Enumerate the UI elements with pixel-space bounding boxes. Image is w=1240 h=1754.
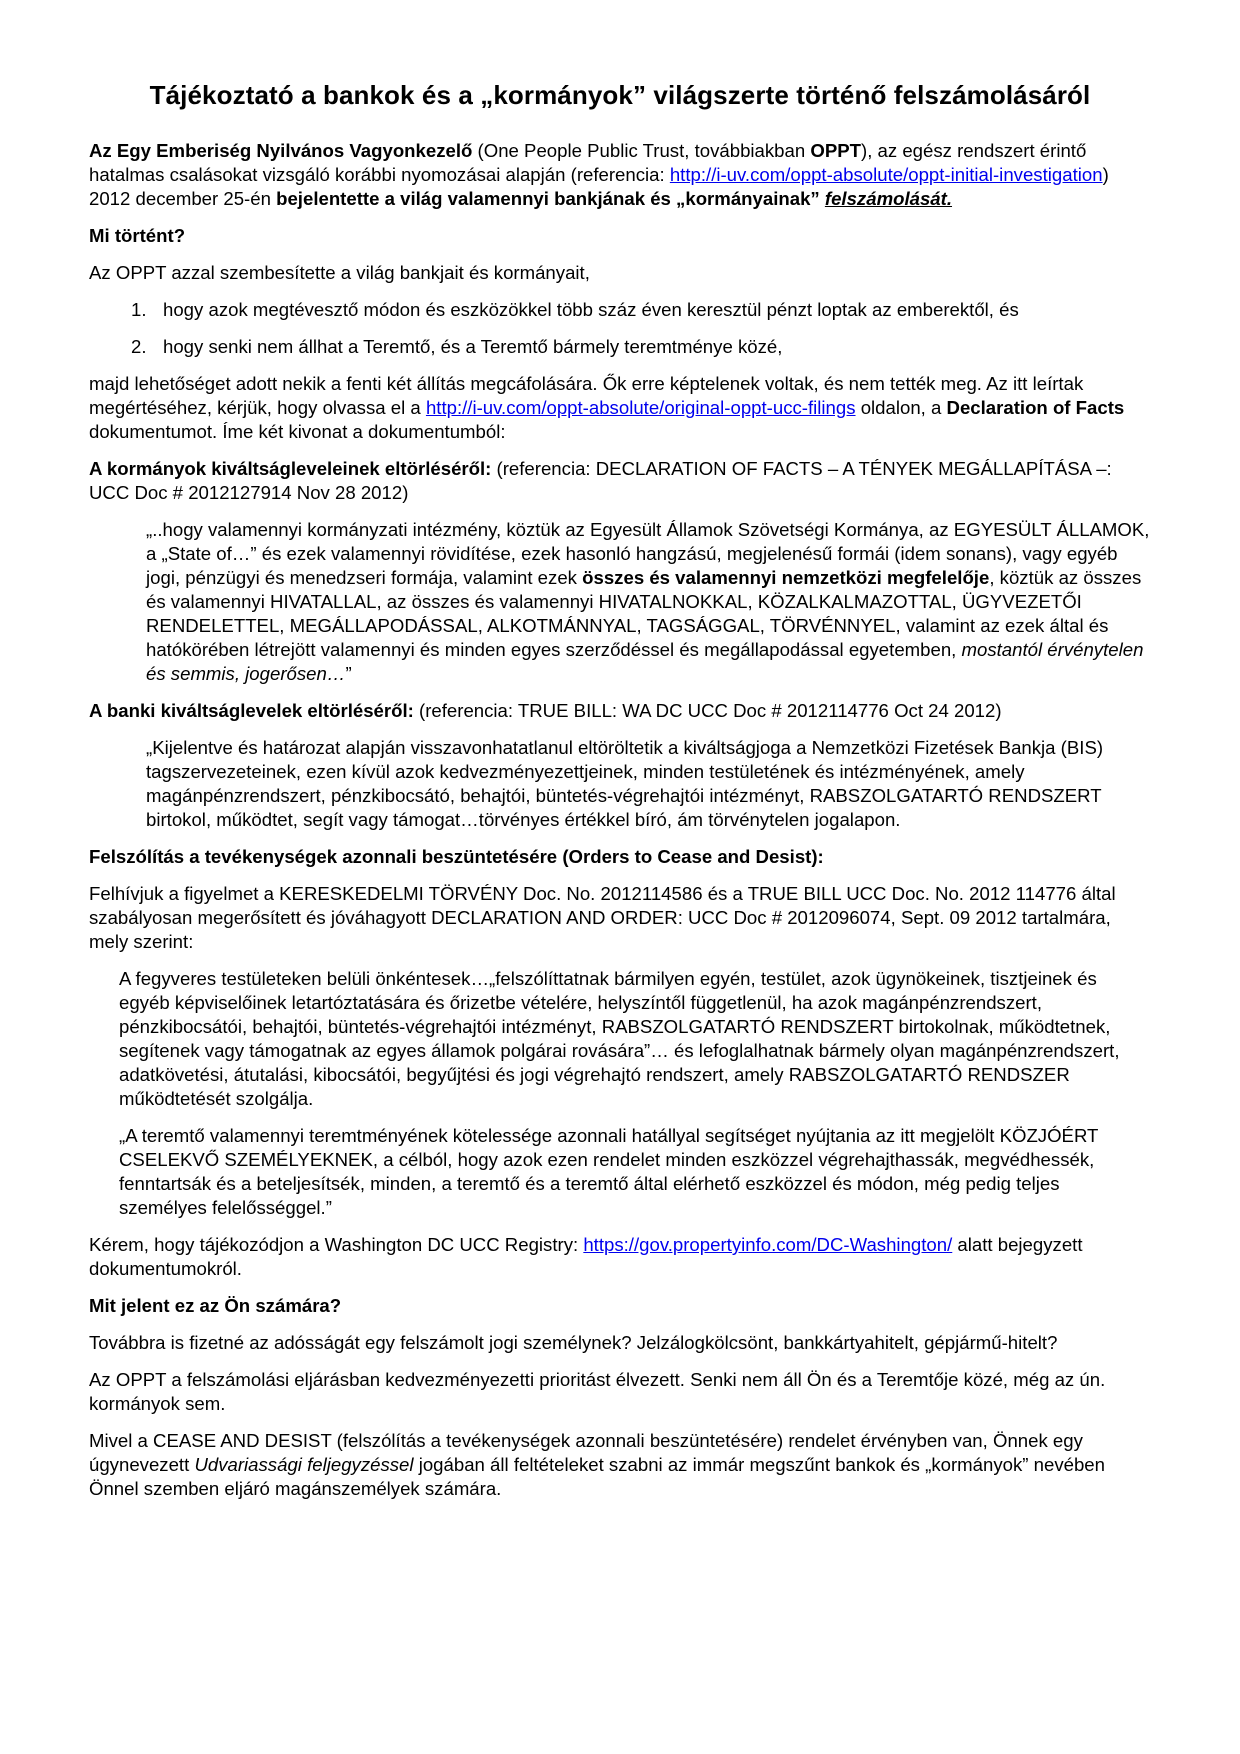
governments-heading: A kormányok kiváltságleveleinek eltörléséről: (referencia: DECLARATION OF FACTS – A TÉNYEK MEGÁLLAPÍTÁSA –: UCC Doc # 2012127914 Nov 28 2012) [89, 458, 1112, 503]
cease-desist-paragraph: Felhívjuk a figyelmet a KERESKEDELMI TÖRVÉNY Doc. No. 2012114586 és a TRUE BILL UCC Doc. No. 2012 114776 által szabályosan megerősített és jóváhagyott DECLARATION AND ORDER: UCC Doc # 2012096074, Sept. 09 2012 tartalmára, mely szerint: [89, 883, 1116, 952]
governments-quote: „..hogy valamennyi kormányzati intézmény, köztük az Egyesült Államok Szövetségi Kormánya, az EGYESÜLT ÁLLAMOK, a „State of…” és ezek valamennyi rövidítése, ezek hasonló hangzású, megjelenésű formái (idem sonans), vagy egyéb jogi, pénzügyi és menedzseri formája, valamint ezek összes és valamennyi nemzetközi megfelelője, köztük az összes és valamennyi HIVATALLAL, az összes és valamennyi HIVATALNOKKAL, KÖZALKALMAZOTTAL, ÜGYVEZETŐI RENDELETTEL, MEGÁLLAPODÁSSAL, ALKOTMÁNNYAL, TAGSÁGGAL, TÖRVÉNNYEL, valamint az ezek által és hatókörében létrejött valamennyi és minden egyes szerződéssel és megállapodással egyetemben, mostantól érvénytelen és semmis, jogerősen…” [146, 519, 1150, 684]
org-name: Az Egy Emberiség Nyilvános Vagyonkezelő [89, 140, 473, 161]
initial-investigation-link[interactable]: http://i-uv.com/oppt-absolute/oppt-initial-investigation [669, 164, 1103, 185]
meaning-paragraph-2: Az OPPT a felszámolási eljárásban kedvezményezetti prioritást élvezett. Senki nem áll Ön és a Teremtője közé, még az ún. kormányok sem. [89, 1369, 1106, 1414]
list-number: 2. [131, 336, 147, 357]
list-item: 1. hogy azok megtévesztő módon és eszközökkel több száz éven keresztül pénzt loptak az emberektől, és [131, 299, 1019, 320]
list-item: 2. hogy senki nem állhat a Teremtő, és a Teremtő bármely teremtménye közé, [131, 336, 783, 357]
declaration-paragraph: majd lehetőséget adott nekik a fenti két állítás megcáfolására. Ők erre képtelenek voltak, és nem tették meg. Az itt leírtak megértéséhez, kérjük, hogy olvassa el a http://i-uv.com/oppt-absolute/original-oppt-ucc-filings oldalon, a Declaration of Facts dokumentumot. Íme két kivonat a dokumentumból: [89, 373, 1125, 442]
liquidation-emphasis: felszámolását. [824, 188, 953, 209]
courtesy-notice: Udvariassági feljegyzéssel [194, 1454, 414, 1475]
registry-paragraph: Kérem, hogy tájékozódjon a Washington DC UCC Registry: https://gov.propertyinfo.com/DC-Washington/ alatt bejegyzett dokumentumokról. [89, 1234, 1083, 1279]
banks-heading: A banki kiváltságlevelek eltörléséről: (referencia: TRUE BILL: WA DC UCC Doc # 2012114776 Oct 24 2012) [89, 700, 1002, 721]
oppt-acronym: OPPT [810, 140, 861, 161]
list-number: 1. [131, 299, 147, 320]
declaration-of-facts: Declaration of Facts [946, 397, 1125, 418]
what-happened-lead: Az OPPT azzal szembesítette a világ bankjait és kormányait, [89, 262, 590, 283]
creator-duty-quote: „A teremtő valamennyi teremtményének kötelessége azonnali hatállyal segítséget nyújtania az itt megjelölt KÖZJÓÉRT CSELEKVŐ SZEMÉLYEKNEK, a célból, hogy azok ezen rendelet minden eszközzel végrehajthassák, megvédhessék, fenntartsák és a beteljesítsék, minden, a teremtő és a teremtő által elérhető eszközzel és módon, még pedig teljes személyes felelősséggel.” [119, 1125, 1099, 1218]
heading-what-happened: Mi történt? [89, 225, 186, 246]
banks-quote: „Kijelentve és határozat alapján visszavonhatatlanul eltöröltetik a kiváltságjoga a Nemzetközi Fizetések Bankja (BIS) tagszervezeteinek, ezen kívül azok kedvezményezettjeinek, minden testületének és intézményének, amely magánpénzrendszert, pénzkibocsátó, behajtói, büntetés-végrehajtói intézményt, RABSZOLGATARTÓ RENDSZERT birtokol, működtet, segít vagy támogat…törvényes értékkel bíró, ám törvénytelen jogalapon. [146, 737, 1104, 830]
armed-forces-quote: A fegyveres testületeken belüli önkéntesek…„felszólíttatnak bármilyen egyén, testület, azok ügynökeinek, tisztjeinek és egyéb képviselőinek letartóztatására és őrizetbe vételére, helyszíntől függetlenül, ha azok magánpénzrendszert, pénzkibocsátói, behajtói, büntetés-végrehajtói intézményt, RABSZOLGATARTÓ RENDSZERT birtokolnak, működtetnek, segítenek vagy támogatnak az egyes államok polgárai rovására”… és lefoglalhatnak bármely olyan magánpénzrendszert, adatkövetési, átutalási, kibocsátói, begyűjtési és jogi végrehajtó rendszert, amely RABSZOLGATARTÓ RENDSZER működtetését szolgálja. [119, 968, 1120, 1109]
ucc-filings-link[interactable]: http://i-uv.com/oppt-absolute/original-oppt-ucc-filings [425, 397, 856, 418]
claims-list [89, 298, 1151, 359]
document-title: Tájékoztató a bankok és a „kormányok” világszerte történő felszámolásáról [149, 80, 1091, 110]
cease-desist-heading: Felszólítás a tevékenységek azonnali beszüntetésére (Orders to Cease and Desist): [89, 846, 824, 867]
document-page [89, 78, 1151, 1514]
announcement: bejelentette a világ valamennyi bankjának és „kormányainak” [276, 188, 820, 209]
heading-what-it-means: Mit jelent ez az Ön számára? [89, 1295, 342, 1316]
meaning-paragraph-1: Továbbra is fizetné az adósságát egy felszámolt jogi személynek? Jelzálogkölcsönt, bankkártyahitelt, gépjármű-hitelt? [89, 1332, 1058, 1353]
intro-paragraph: Az Egy Emberiség Nyilvános Vagyonkezelő (One People Public Trust, továbbiakban OPPT), az egész rendszert érintő hatalmas csalásokat vizsgáló korábbi nyomozásai alapján (referencia: http://i-uv.com/oppt-absolute/oppt-initial-investigation) 2012 december 25-én bejelentette a világ valamennyi bankjának és „kormányainak” felszámolását. [89, 140, 1109, 209]
dc-registry-link[interactable]: https://gov.propertyinfo.com/DC-Washington/ [583, 1234, 953, 1255]
meaning-paragraph-3: Mivel a CEASE AND DESIST (felszólítás a tevékenységek azonnali beszüntetésére) rendelet érvényben van, Önnek egy úgynevezett Udvariassági feljegyzéssel jogában áll feltételeket szabni az immár megszűnt bankok és „kormányok” nevében Önnel szemben eljáró magánszemélyek számára. [89, 1430, 1105, 1499]
